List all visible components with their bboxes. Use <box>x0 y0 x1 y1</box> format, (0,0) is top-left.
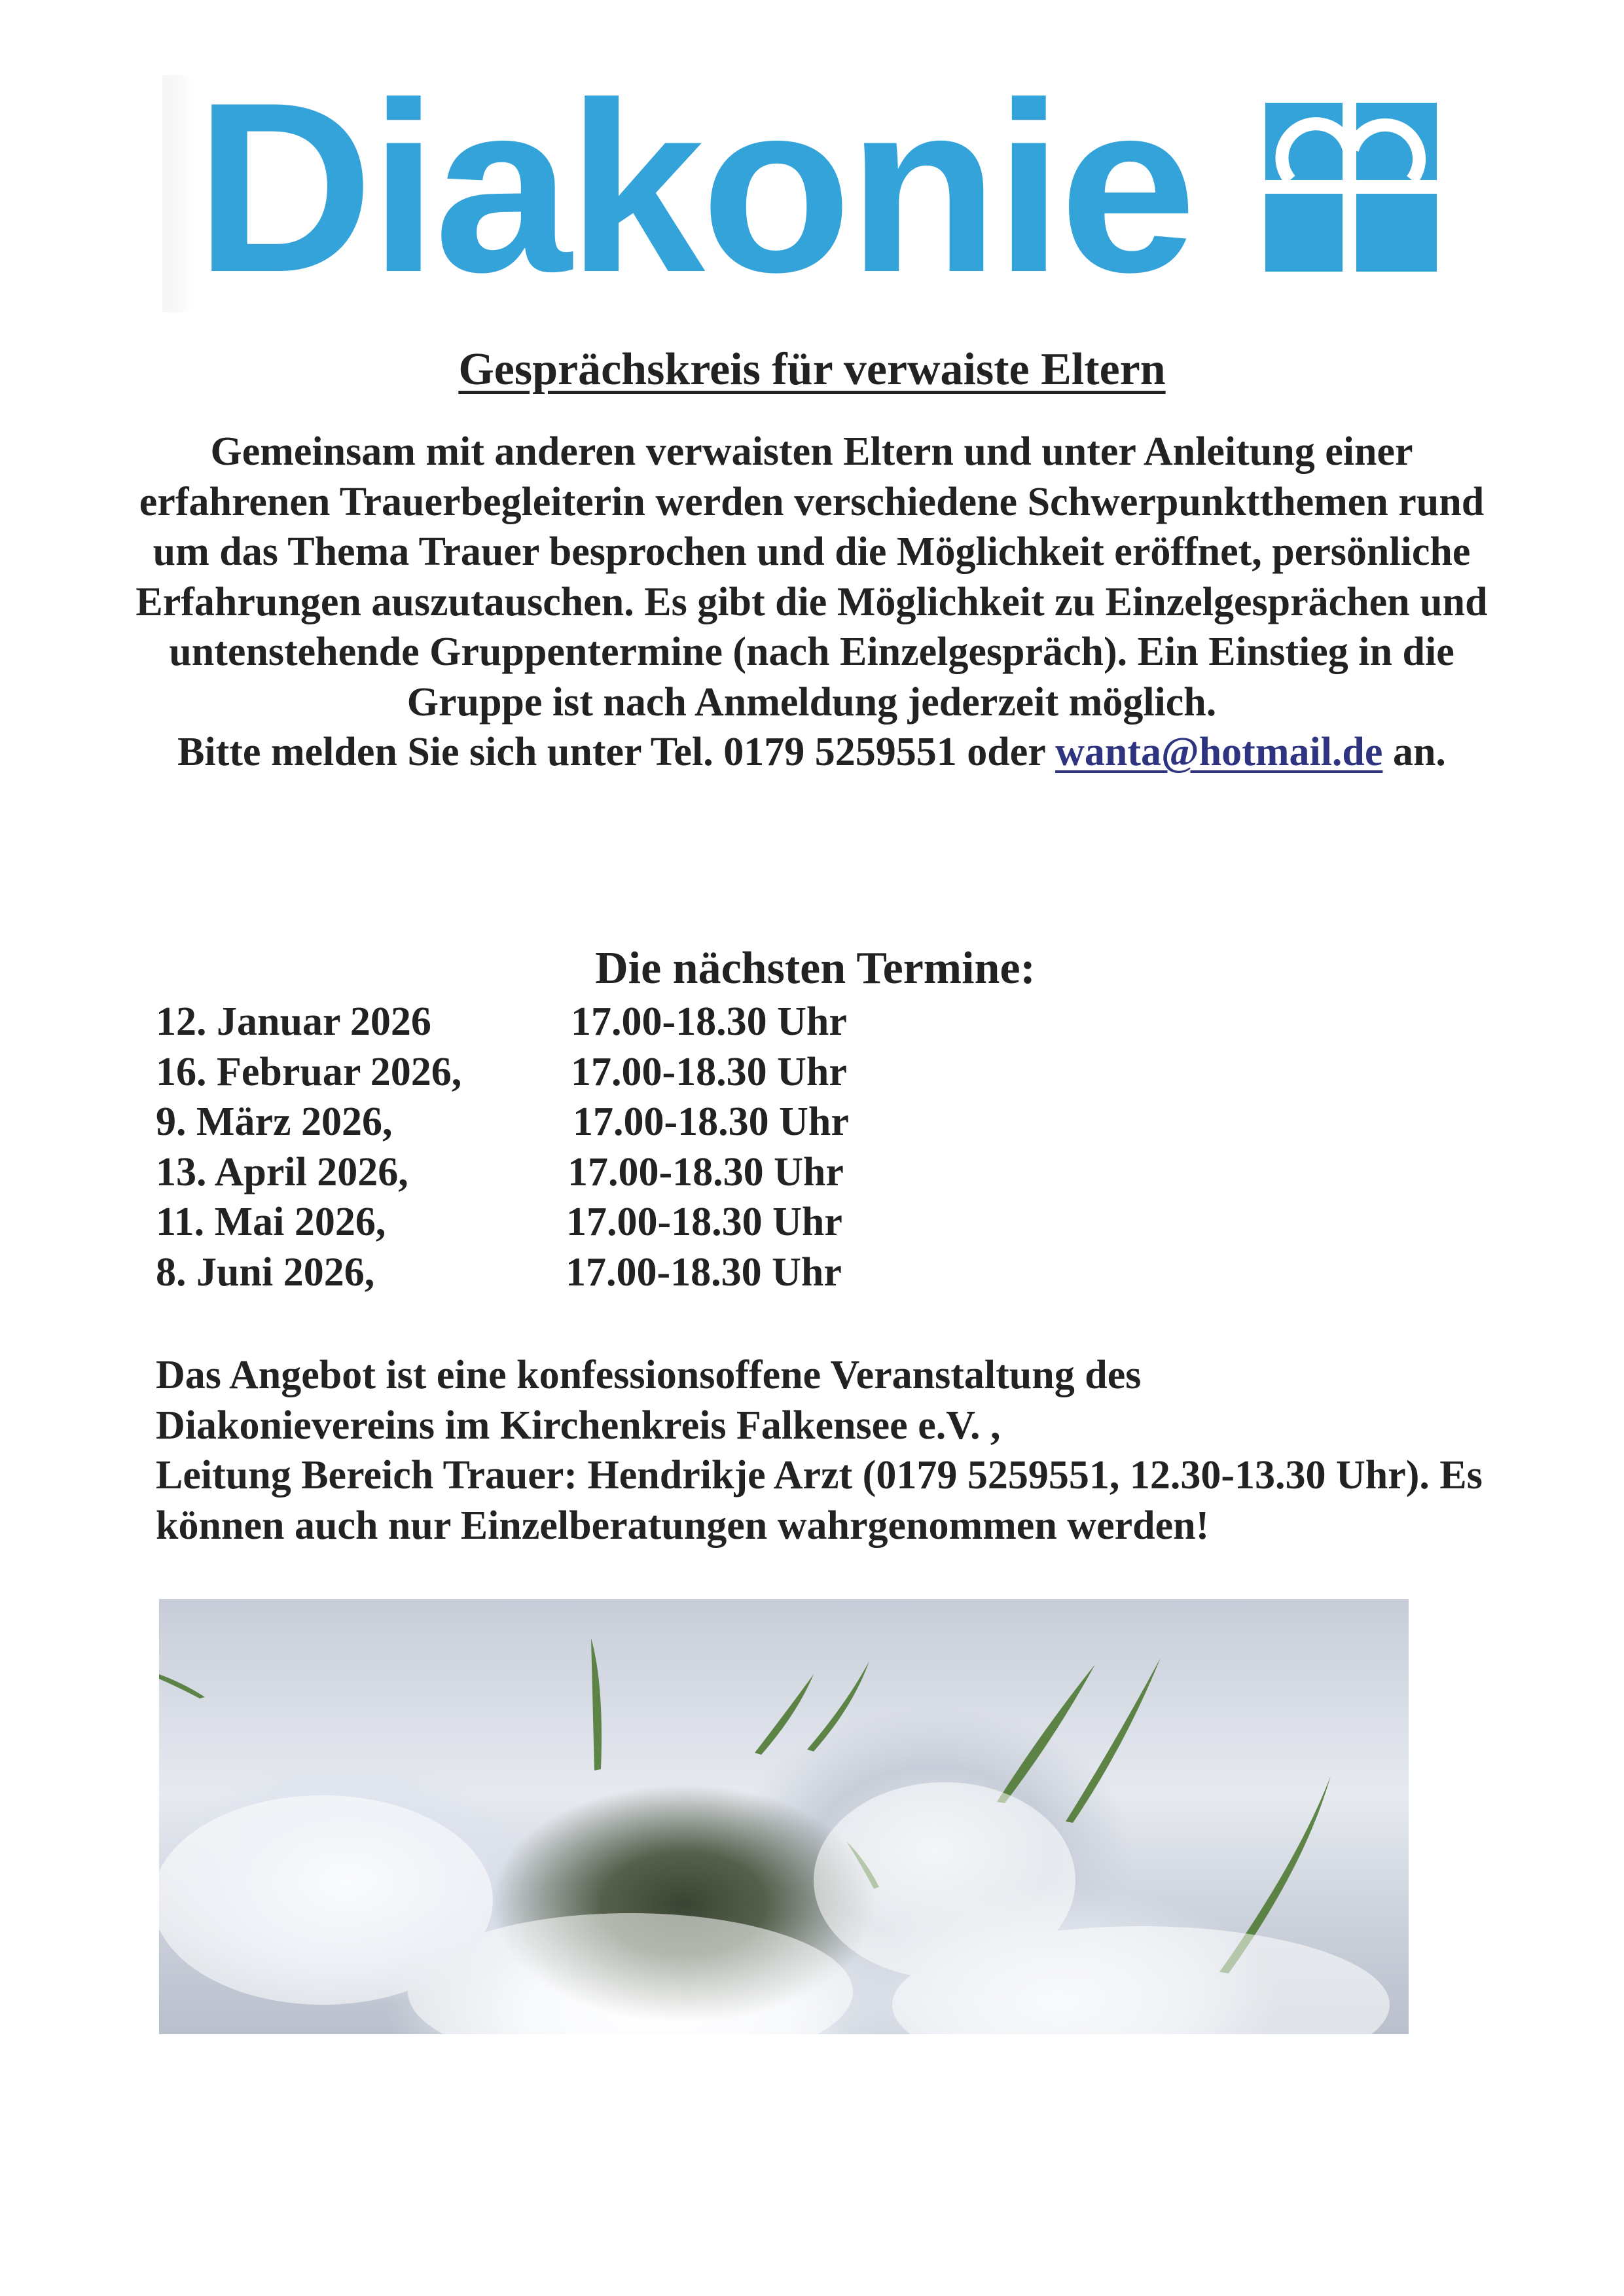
logo-wordmark: Diakonie <box>195 52 1193 323</box>
schedule-time: 17.00-18.30 Uhr <box>566 1200 842 1244</box>
schedule-date: 16. Februar 2026, <box>156 1049 462 1094</box>
schedule-time: 17.00-18.30 Uhr <box>571 1049 847 1094</box>
schedule-date: 11. Mai 2026, <box>156 1200 386 1244</box>
schedule-time: 17.00-18.30 Uhr <box>573 1100 849 1144</box>
diakonie-cross-icon <box>1265 103 1437 272</box>
schedule-row <box>156 1097 941 1147</box>
email-link[interactable]: wanta@hotmail.de <box>1055 730 1383 774</box>
schedule-row <box>156 1247 941 1298</box>
schedule-date: 9. März 2026, <box>156 1100 393 1144</box>
schedule-time: 17.00-18.30 Uhr <box>568 1149 844 1194</box>
diakonie-logo <box>162 52 1435 323</box>
schedule-row <box>156 1147 941 1198</box>
schedule-time: 17.00-18.30 Uhr <box>571 999 847 1044</box>
schedule-row <box>156 1047 941 1098</box>
snow-grass-photo <box>159 1599 1409 2034</box>
closing-line: Leitung Bereich Trauer: Hendrikje Arzt (0179 5259551, 12.30-13.30 Uhr). Es können auch nur Einzelberatungen wahrgenommen werden! <box>156 1453 1483 1548</box>
closing-line: Das Angebot ist eine konfessionsoffene Veranstaltung des <box>156 1353 1142 1397</box>
schedule-row <box>156 1197 941 1247</box>
schedule-row <box>156 997 941 1047</box>
grass-blades-illustration <box>159 1599 1409 2034</box>
schedule-date: 13. April 2026, <box>156 1149 408 1194</box>
contact-suffix: an. <box>1382 730 1446 774</box>
intro-paragraph: Gemeinsam mit anderen verwaisten Eltern und unter Anleitung einer erfahrenen Trauerbegleiterin werden verschiedene Schwerpunktthemen rund um das Thema Trauer besprochen und die Möglichkeit eröffnet, persönliche Erfahrungen auszutauschen. Es gibt die Möglichkeit zu Einzelgesprächen und untenstehende Gruppentermine (nach Einzelgespräch). Ein Einstieg in die Gruppe ist nach Anmeldung jederzeit möglich. <box>135 429 1488 725</box>
closing-line: Diakonievereins im Kirchenkreis Falkensee e.V. , <box>156 1403 1001 1448</box>
schedule-heading: Die nächsten Termine: <box>595 943 1036 994</box>
schedule-list <box>156 997 941 1297</box>
closing-section <box>156 1350 1491 1551</box>
schedule-date: 8. Juni 2026, <box>156 1249 375 1295</box>
schedule-time: 17.00-18.30 Uhr <box>566 1249 842 1295</box>
contact-line <box>131 727 1492 778</box>
contact-prefix: Bitte melden Sie sich unter Tel. 0179 5259551 oder <box>177 730 1056 774</box>
schedule-date: 12. Januar 2026 <box>156 999 431 1044</box>
page-title: Gesprächskreis für verwaiste Eltern <box>458 344 1166 395</box>
intro-section <box>131 427 1492 778</box>
